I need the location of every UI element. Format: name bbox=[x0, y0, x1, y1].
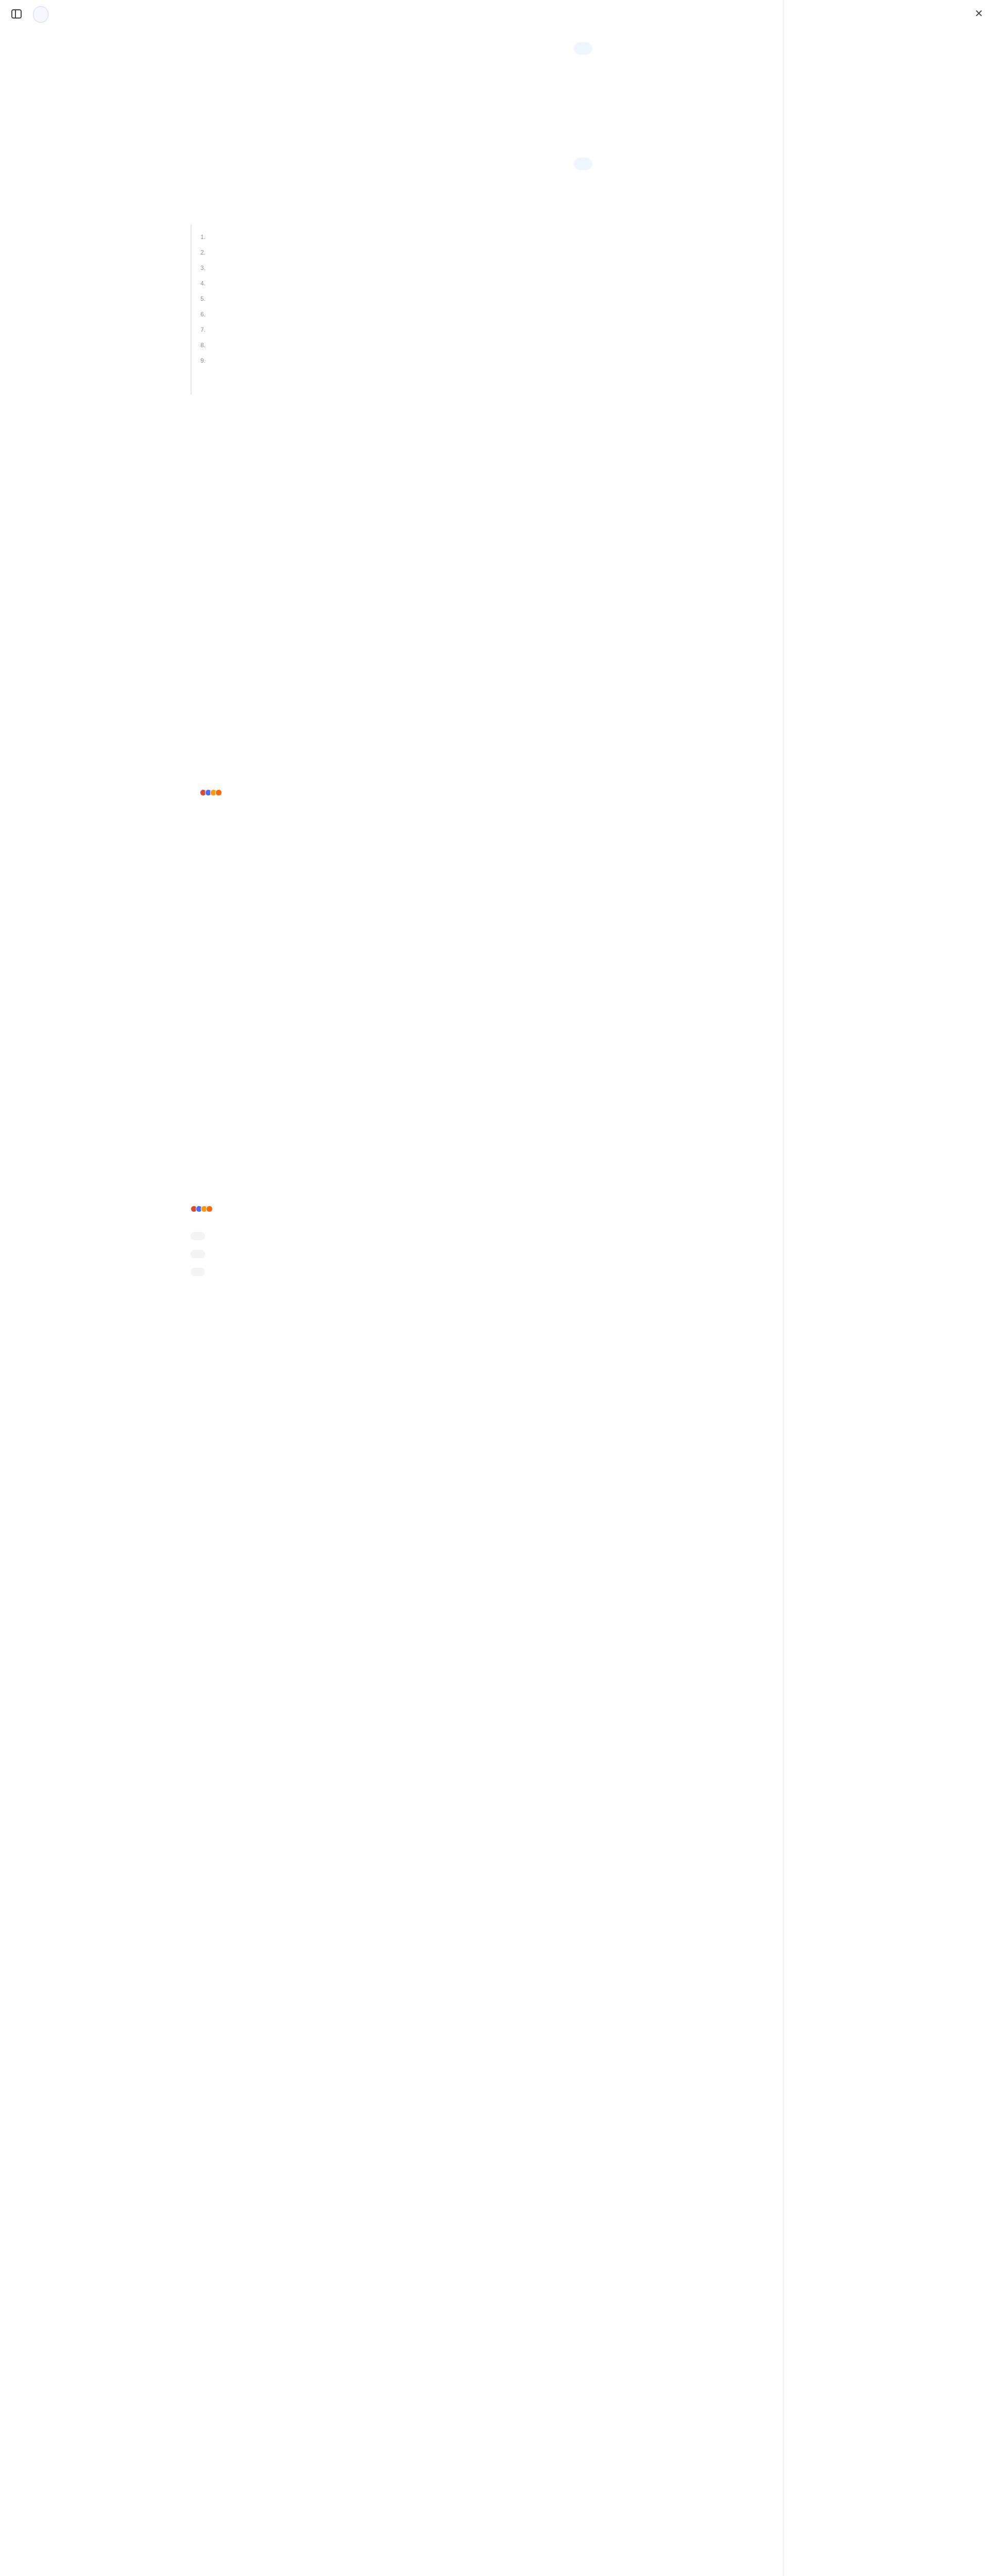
sidebar-toggle-icon[interactable] bbox=[11, 9, 22, 19]
top-bar bbox=[0, 0, 783, 29]
thinking-block bbox=[191, 225, 590, 395]
sources-chip[interactable] bbox=[200, 789, 224, 796]
suggestion-chip[interactable] bbox=[191, 1250, 205, 1258]
user-message bbox=[574, 158, 592, 170]
suggestion-chip[interactable] bbox=[191, 1268, 205, 1276]
suggestions bbox=[191, 1232, 592, 1286]
new-chat-button[interactable] bbox=[33, 6, 48, 23]
source-favicons bbox=[191, 1206, 211, 1212]
source-chip-spacer bbox=[199, 374, 590, 387]
suggestion-chip[interactable] bbox=[191, 1232, 205, 1240]
source-favicons bbox=[200, 789, 220, 796]
assistant-answer bbox=[191, 1194, 592, 1286]
think-list bbox=[199, 232, 590, 367]
close-icon[interactable]: ✕ bbox=[975, 8, 983, 20]
sources-chip[interactable] bbox=[191, 1206, 592, 1212]
user-message bbox=[574, 42, 592, 55]
